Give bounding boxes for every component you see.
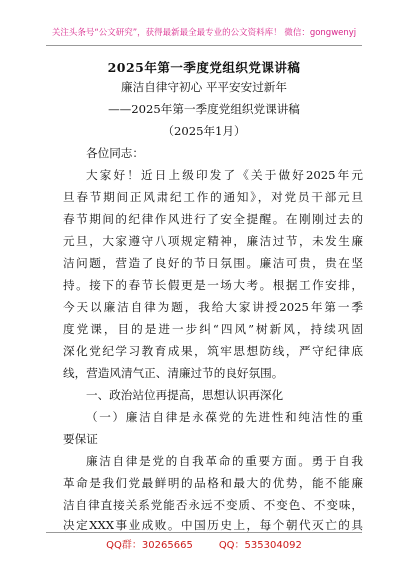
salutation: 各位同志： (86, 146, 144, 160)
paragraph-line: 旦春节期间正风肃纪工作的通知》，对党员干部元旦 (63, 190, 363, 204)
subtitle: 廉洁自律守初心 平平安安过新年 (121, 80, 287, 94)
paragraph-line: 革命是我们党最鲜明的品格和最大的优势，能不能廉 (63, 476, 363, 490)
section-heading: 一、政治站位再提高，思想认识再深化 (86, 388, 284, 402)
paragraph-line: 洁问题，营造了良好的节日氛围。廉洁可贵，贵在坚 (63, 256, 363, 270)
subsection-heading: （一）廉洁自律是永葆党的先进性和纯洁性的重 (86, 410, 363, 424)
document-date: （2025年1月） (162, 124, 246, 138)
paragraph-line: 深化党纪学习教育成果，筑牢思想防线，严守纪律底 (63, 344, 363, 358)
paragraph-line: 度党课，目的是进一步纠“四风”树新风，持续巩固 (63, 322, 363, 336)
paragraph-line: 元旦，大家遵守八项规定精神，廉洁过节，未发生廉 (63, 234, 363, 248)
paragraph-line: 洁自律直接关系党能否永远不变质、不变色、不变味， (63, 498, 363, 512)
header-divider (46, 45, 362, 46)
footer-divider (46, 532, 362, 533)
subtitle-line-2: ——2025年第一季度党组织党课讲稿 (108, 102, 300, 116)
qq-contact-text: QQ：535304092 (218, 540, 302, 551)
paragraph-line: 线，营造风清气正、清廉过节的良好氛围。 (63, 366, 284, 380)
paragraph-line: 春节期间的纪律作风进行了安全提醒。在刚刚过去的 (63, 212, 363, 226)
document-title: 2025年第一季度党组织党课讲稿 (107, 60, 301, 75)
paragraph-line: 今天以廉洁自律为题，我给大家讲授2025年第一季 (63, 300, 363, 314)
qq-group-text: QQ群：30265665 (106, 540, 193, 551)
footer (0, 536, 408, 551)
paragraph-line: 廉洁自律是党的自我革命的重要方面。勇于自我 (86, 454, 363, 468)
paragraph-line: 持。接下的春节长假更是一场大考。根据工作安排， (63, 278, 363, 292)
promo-banner: 关注头条号“公文研究”，获得最新最全最专业的公文资料库！ 微信：gongwenyj (51, 28, 357, 38)
subsection-heading-continued: 要保证 (63, 432, 98, 446)
paragraph-line: 决定XXX事业成败。中国历史上，每个朝代灭亡的具 (63, 518, 363, 532)
paragraph-line: 大家好！近日上级印发了《关于做好2025年元 (86, 168, 363, 182)
